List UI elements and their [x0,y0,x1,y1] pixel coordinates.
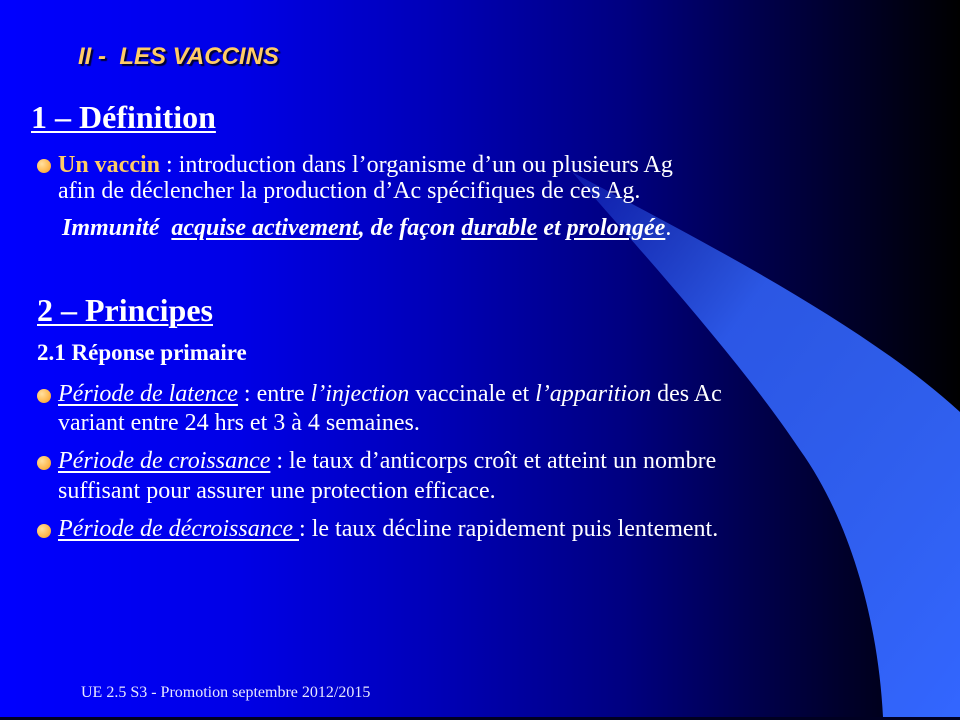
term-vaccin: Un vaccin [58,152,160,178]
latence-line-2: variant entre 24 hrs et 3 à 4 semaines. [58,410,420,436]
immunity-line: Immunité acquise activement, de façon durable et prolongée. [62,215,672,241]
footer: UE 2.5 S3 - Promotion septembre 2012/2015 [81,684,371,701]
definition-line-2: afin de déclencher la production d’Ac spécifiques de ces Ag. [58,178,641,204]
heading-principes: 2 – Principes [37,292,213,328]
latence-line-1: Période de latence : entre l’injection vaccinale et l’apparition des Ac [58,381,722,407]
bullet-icon [37,159,51,173]
croissance-line-2: suffisant pour assurer une protection efficace. [58,478,496,504]
bullet-icon [37,456,51,470]
subheading-reponse-primaire: 2.1 Réponse primaire [37,340,247,365]
slide-title: II - LES VACCINS [78,43,279,70]
definition-line-1: Un vaccin : introduction dans l’organisme d’un ou plusieurs Ag [58,152,673,178]
bullet-icon [37,389,51,403]
bullet-icon [37,524,51,538]
croissance-line-1: Période de croissance : le taux d’anticorps croît et atteint un nombre [58,448,717,474]
heading-definition: 1 – Définition [31,99,216,135]
decroissance-line: Période de décroissance : le taux décline rapidement puis lentement. [58,516,719,542]
